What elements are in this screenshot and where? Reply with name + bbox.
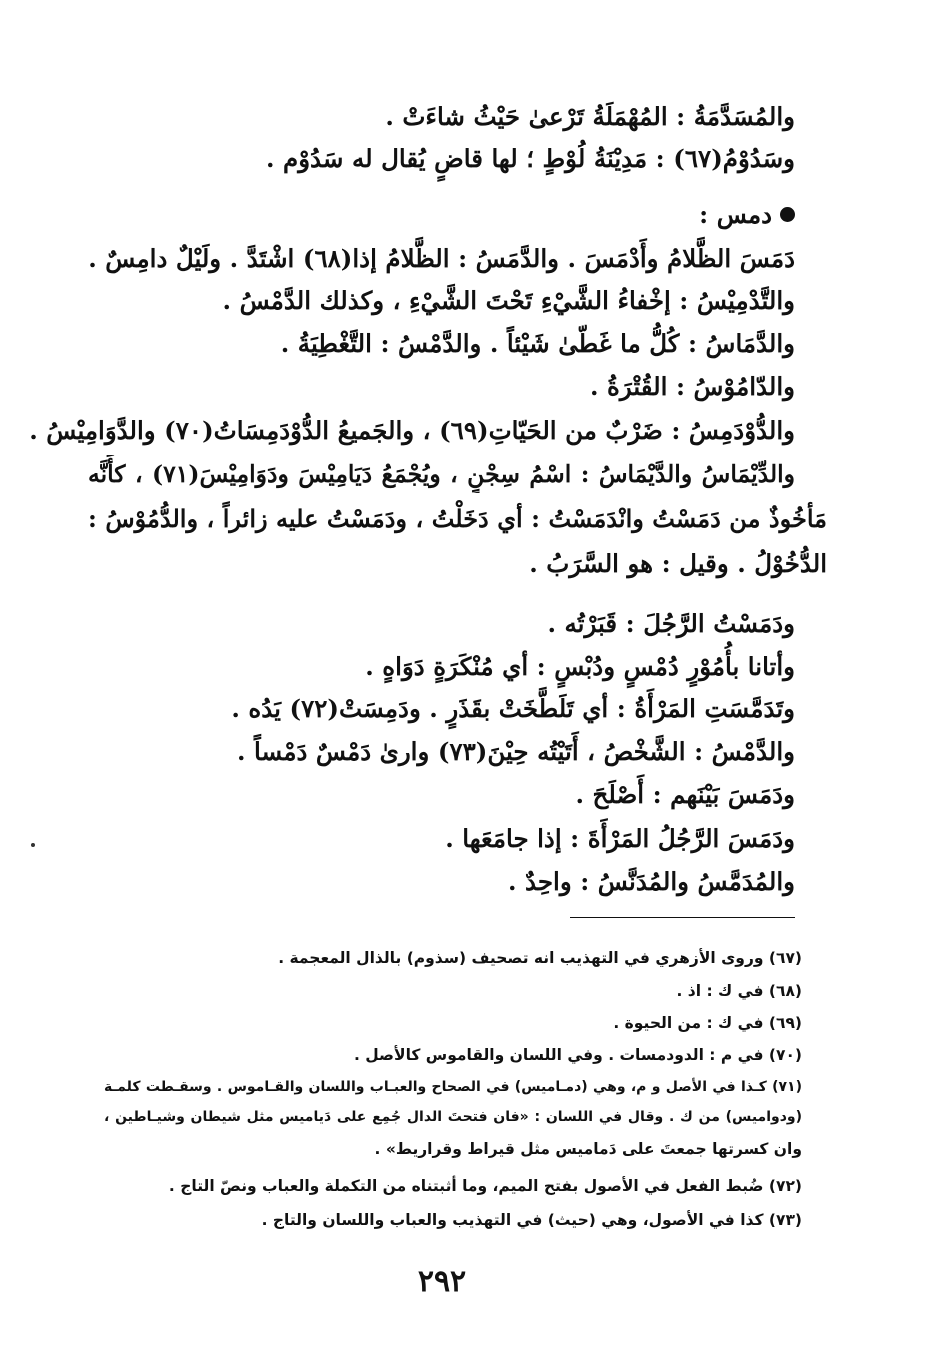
footnote-line: (٧٠) في م : الدودمسات . وفي اللسان والقاموس كالأصل . — [353, 1046, 802, 1064]
entry-line: والمُسَدَّمَةُ : المُهْمَلَةُ تَرْعىٰ حَيْثُ شاءَتْ . — [385, 102, 795, 131]
entry-line: دَمَسَ الظَّلامُ وأَدْمَسَ . والدَّمَسُ : الظَّلامُ إذا(٦٨) اشْتَدَّ . ولَيْلٌ دامِسٌ . — [88, 244, 795, 273]
entry-line: الدُّخُوْلُ . وقيل : هو السَّرَبُ . — [529, 549, 827, 578]
entry-line: وأتانا بأُمُوْرٍ دُمْسٍ ودُبْسٍ : أي مُنْكَرَةٍ دَوَاهٍ . — [365, 652, 795, 681]
entry-line: ودَمَسَ الرَّجُلُ المَرْأَةَ : إذا جامَعَها . — [445, 824, 795, 853]
entry-line: مَأخُوذٌ من دَمَسْتُ وانْدَمَسْتُ : أي دَخَلْتُ ، ودَمَسْتُ عليه زائراً ، والدُّمُوْسُ : — [88, 504, 827, 533]
footnote-line: وان كسرتها جمعتَ على دَماميس مثل قيراط وقراريط» . — [374, 1140, 802, 1158]
margin-dot — [31, 843, 35, 847]
footnote-line: (٧٢) ضُبط الفعل في الأصول بفتح الميم، وما أثبتناه من التكملة والعباب ونصّ التاج . — [168, 1177, 802, 1195]
entry-line: والدَّمْسُ : الشَّخْصُ ، أَتَيْتُه حِيْنَ(٧٣) وارىٰ دَمْسٌ دَمْساً . — [236, 737, 795, 766]
entry-line: والدُّوْدَمِسُ : ضَرْبٌ من الحَيّاتِ(٦٩) ، والجَميعُ الدُّوْدَمِسَاتُ(٧٠) والدَّوَامِيْسُ . — [29, 416, 795, 445]
bullet-icon — [780, 207, 795, 222]
entry-line: والتَّدْمِيْسُ : إخْفاءُ الشَّيْءِ تَحْتَ الشَّيْءِ ، وكذلك الدَّمْسُ . — [222, 286, 795, 315]
root-heading — [699, 196, 795, 234]
entry-line: والدَّمَاسُ : كُلُّ ما غَطّىٰ شَيْئاً . والدَّمْسُ : التَّغْطِيَةُ . — [280, 329, 795, 358]
footnote-separator — [570, 917, 795, 918]
root-heading-label: دمس : — [699, 200, 772, 229]
entry-line: والدِّيْمَاسُ والدَّيْمَاسُ : اسْمُ سِجْنٍ ، ويُجْمَعُ دَيَامِيْسَ ودَوَامِيْسَ(٧١) ، كأَنَّه — [88, 460, 795, 488]
entry-line: وتَدَمَّسَتِ المَرْأَةُ : أي تَلَطَّخَتْ بقَذَرٍ . ودَمِسَتْ(٧٢) يَدُه . — [231, 694, 795, 723]
footnote-line: (٧٣) كذا في الأصول، وهي (حيث) في التهذيب والعباب واللسان والتاج . — [261, 1211, 802, 1229]
footnote-line: (٦٩) في ك : من الحيوة . — [613, 1014, 802, 1032]
entry-line: والدّامُوْسُ : القُتْرَةُ . — [589, 372, 795, 401]
footnote-line: (٦٨) في ك : اذ . — [676, 982, 802, 1000]
entry-line: ودَمَسْتُ الرَّجُلَ : قَبَرْتُه . — [547, 609, 795, 638]
entry-line: والمُدَمَّسُ والمُدَنَّسُ : واحِدٌ . — [507, 867, 795, 896]
page-number: ٢٩٢ — [417, 1264, 467, 1299]
entry-line: وسَدُوْمُ(٦٧) : مَدِيْنَةُ لُوْطٍ ؛ لها قاضٍ يُقال له سَدُوْم . — [266, 144, 795, 173]
footnote-line: (٦٧) وروى الأزهري في التهذيب انه تصحيف (سذوم) بالذال المعجمة . — [278, 949, 802, 967]
footnote-line: (٧١) كـذا في الأصل و م، وهي (دمـاميس) في الصحاح والعبـاب واللسان والقـاموس . وسقـطت كلمـة — [104, 1079, 802, 1095]
entry-line: ودَمَسَ بَيْنَهم : أَصْلَحَ . — [575, 780, 795, 809]
footnote-line: (ودواميس) من ك . وقال في اللسان : «فان فتحتَ الدال جُمِع على دَياميس مثل شيطان وشيـاطين ، — [104, 1109, 802, 1125]
